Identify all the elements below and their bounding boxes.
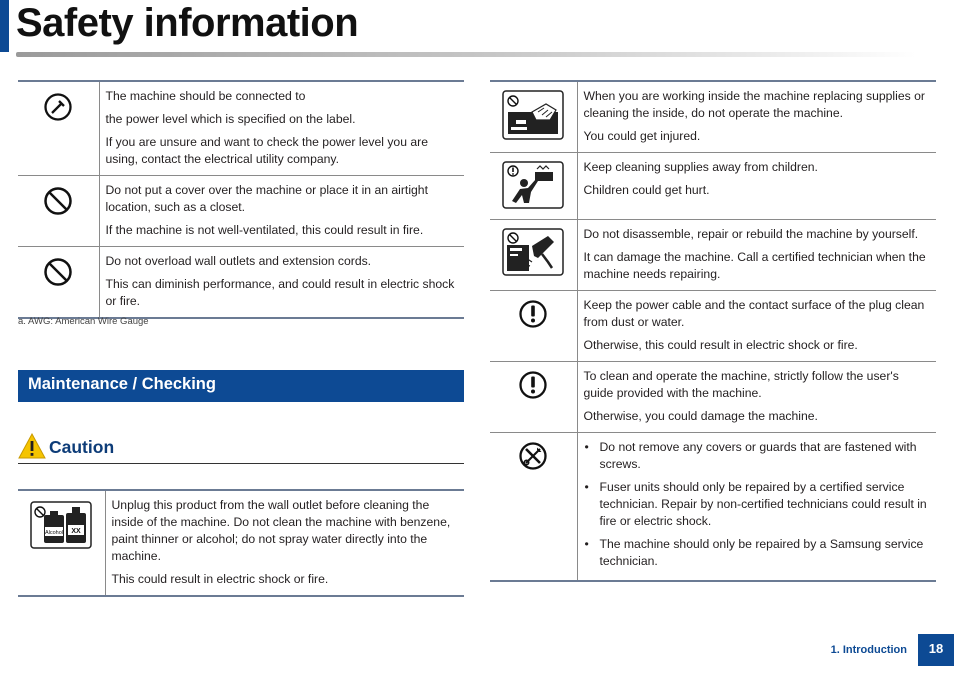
table-row xyxy=(490,433,936,582)
caution-heading xyxy=(18,433,464,464)
row-text: The machine should be connected to xyxy=(105,89,306,103)
prohibited-icon xyxy=(43,186,73,221)
bottle-label: Alcohol xyxy=(45,530,64,536)
chemical-bottles-icon xyxy=(30,501,92,554)
row-text: Otherwise, this could result in electric shock or fire. xyxy=(583,338,858,352)
safety-table-right xyxy=(490,80,936,582)
footer-chapter-label: 1. Introduction xyxy=(830,644,907,656)
header-accent-bar xyxy=(0,0,9,52)
row-text: Unplug this product from the wall outlet before cleaning the inside of the machine. Do not clean the machine with benzene, paint thinner or alcohol; do not spray water directly into the machine. xyxy=(111,498,451,563)
row-text: This could result in electric shock or fire. xyxy=(111,572,329,586)
row-text: Otherwise, you could damage the machine. xyxy=(583,409,818,423)
bottle-label: XX xyxy=(71,528,81,535)
list-item: • Fuser units should only be repaired by a certified service technician. Repair by non-certified technicians could result in fire or electric shock. xyxy=(584,479,931,530)
row-text: When you are working inside the machine replacing supplies or cleaning the inside, do not operate the machine. xyxy=(583,89,925,120)
disassemble-drill-icon xyxy=(502,228,564,281)
row-text: Do not put a cover over the machine or place it in an airtight location, such as a closet. xyxy=(105,183,428,214)
row-text: the power level which is specified on the label. xyxy=(105,112,356,126)
table-row xyxy=(18,176,464,247)
row-text: Keep cleaning supplies away from children. xyxy=(583,160,818,174)
section-title: Maintenance / Checking xyxy=(28,375,216,393)
exclamation-icon xyxy=(518,299,548,334)
bullet-list xyxy=(584,439,931,570)
prohibited-icon xyxy=(43,257,73,292)
table-row xyxy=(490,220,936,291)
safety-table-left xyxy=(18,80,464,319)
table-row xyxy=(490,362,936,433)
row-text: If the machine is not well-ventilated, this could result in fire. xyxy=(105,223,424,237)
row-text: It can damage the machine. Call a certified technician when the machine needs repairing. xyxy=(583,250,926,281)
caution-label: Caution xyxy=(49,437,115,457)
section-header xyxy=(18,370,464,402)
page-number: 18 xyxy=(918,634,954,666)
exclamation-icon xyxy=(518,370,548,405)
table-row xyxy=(18,81,464,176)
cleaning-table xyxy=(18,489,464,597)
child-reaching-icon xyxy=(502,161,564,214)
list-item: • The machine should only be repaired by a Samsung service technician. xyxy=(584,536,931,570)
caution-triangle-icon xyxy=(18,433,46,464)
table-row xyxy=(490,291,936,362)
no-tools-icon xyxy=(518,441,548,476)
plug-warning-icon xyxy=(43,92,73,127)
row-text: Children could get hurt. xyxy=(583,183,710,197)
page-title: Safety information xyxy=(16,1,359,45)
footnote: a. AWG: American Wire Gauge xyxy=(18,316,149,327)
row-text: You could get injured. xyxy=(583,129,701,143)
table-row xyxy=(18,490,464,596)
row-text: If you are unsure and want to check the power level you are using, contact the electrical utility company. xyxy=(105,135,428,166)
hand-in-machine-icon xyxy=(502,90,564,145)
table-row xyxy=(490,153,936,220)
row-text: To clean and operate the machine, strictly follow the user's guide provided with the machine. xyxy=(583,369,899,400)
list-item: • Do not remove any covers or guards that are fastened with screws. xyxy=(584,439,931,473)
row-text: Do not disassemble, repair or rebuild the machine by yourself. xyxy=(583,227,919,241)
row-text: Keep the power cable and the contact surface of the plug clean from dust or water. xyxy=(583,298,925,329)
title-divider xyxy=(16,52,916,57)
row-text: This can diminish performance, and could result in electric shock or fire. xyxy=(105,277,455,308)
row-text: Do not overload wall outlets and extension cords. xyxy=(105,254,372,268)
table-row xyxy=(490,81,936,153)
table-row xyxy=(18,247,464,319)
